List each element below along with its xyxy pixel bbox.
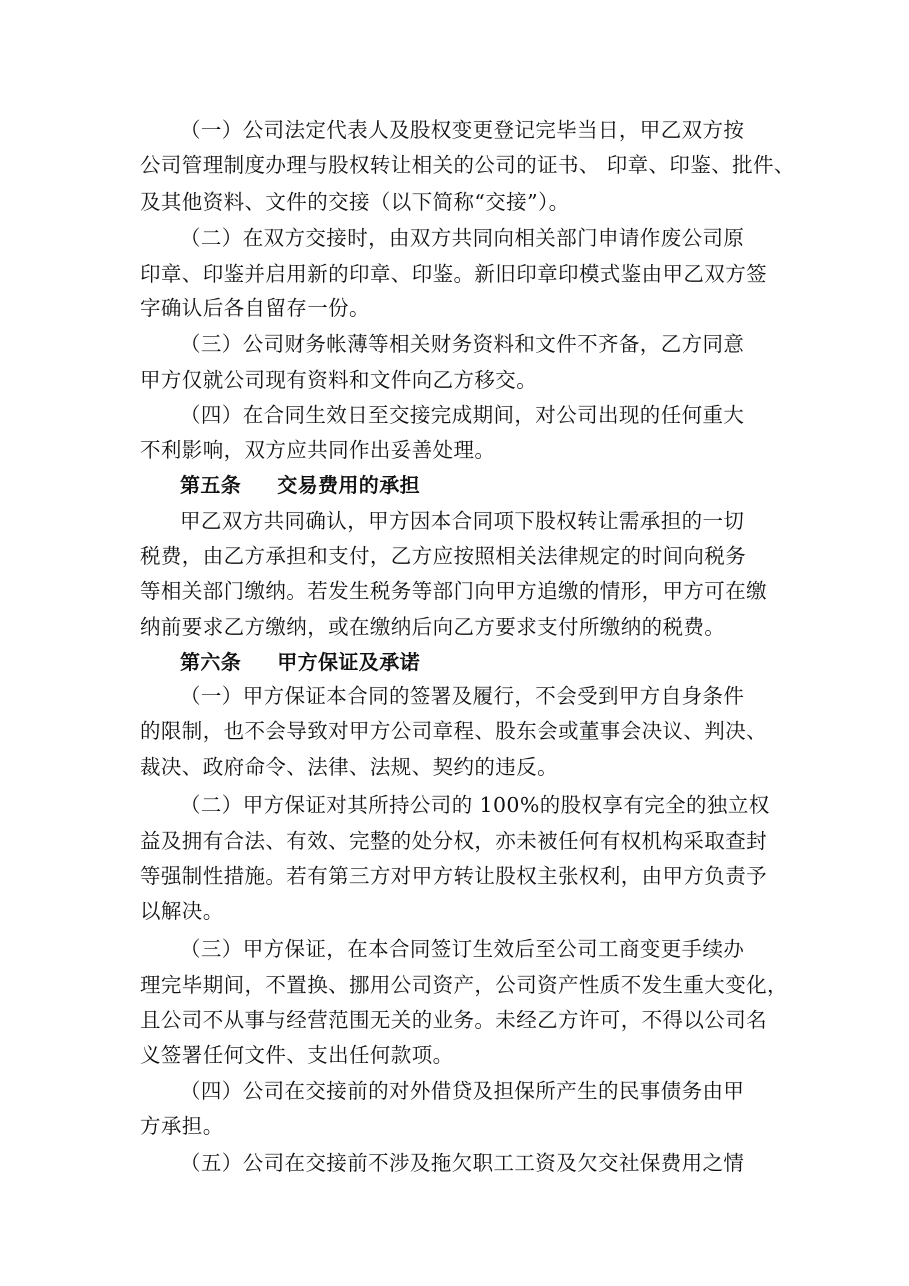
paragraph-line: 纳前要求乙方缴纳，或在缴纳后向乙方要求支付所缴纳的税费。 (140, 615, 726, 639)
paragraph-line: 义签署任何文件、支出任何款项。 (140, 1043, 454, 1067)
paragraph-line: 方承担。 (140, 1114, 224, 1138)
paragraph-line: （一）公司法定代表人及股权变更登记完毕当日，甲乙双方按 (180, 118, 745, 142)
paragraph-line: （一）甲方保证本合同的签署及履行，不会受到甲方自身条件 (180, 684, 745, 708)
paragraph-line: 字确认后各自留存一份。 (140, 296, 370, 320)
paragraph-line: （四）在合同生效日至交接完成期间，对公司出现的任何重大 (180, 403, 745, 427)
section-number: 第六条 (180, 650, 242, 674)
paragraph-line: 理完毕期间，不置换、挪用公司资产，公司资产性质不发生重大变化， (140, 973, 788, 997)
paragraph-line: 的限制，也不会导致对甲方公司章程、股东会或董事会决议、判决、 (140, 719, 767, 743)
paragraph-line: 以解决。 (140, 899, 224, 923)
paragraph-line: 税费，由乙方承担和支付，乙方应按照相关法律规定的时间向税务 (140, 544, 747, 568)
paragraph-line: （三）公司财务帐薄等相关财务资料和文件不齐备，乙方同意 (180, 332, 745, 356)
paragraph-line: 及其他资料、文件的交接（以下简称“交接”）。 (140, 190, 570, 214)
paragraph-line: 不利影响，双方应共同作出妥善处理。 (140, 438, 496, 462)
paragraph-line: 等强制性措施。若有第三方对甲方转让股权主张权利，由甲方负责予 (140, 864, 767, 888)
paragraph-line: 甲方仅就公司现有资料和文件向乙方移交。 (140, 368, 538, 392)
paragraph-line: （五）公司在交接前不涉及拖欠职工工资及欠交社保费用之情 (180, 1151, 745, 1175)
paragraph-line: （二）在双方交接时，由双方共同向相关部门申请作废公司原 (180, 226, 745, 250)
paragraph-line: 印章、印鉴并启用新的印章、印鉴。新旧印章印模式鉴由甲乙双方签 (140, 262, 767, 286)
section-title: 交易费用的承担 (277, 473, 421, 497)
paragraph-line: 裁决、政府命令、法律、法规、契约的违反。 (140, 755, 558, 779)
section-number: 第五条 (180, 473, 242, 497)
paragraph-line: 且公司不从事与经营范围无关的业务。未经乙方许可，不得以公司名 (140, 1008, 767, 1032)
paragraph-line: （二）甲方保证对其所持公司的 100%的股权享有完全的独立权 (180, 793, 770, 817)
section-heading-5 (180, 473, 820, 497)
paragraph-line: （三）甲方保证，在本合同签订生效后至公司工商变更手续办 (180, 937, 745, 961)
paragraph-line: （四）公司在交接前的对外借贷及担保所产生的民事债务由甲 (180, 1079, 745, 1103)
paragraph-line: 等相关部门缴纳。若发生税务等部门向甲方追缴的情形，甲方可在缴 (140, 579, 767, 603)
paragraph-line: 公司管理制度办理与股权转让相关的公司的证书、 印章、印鉴、批件、 (140, 153, 795, 177)
paragraph-line: 益及拥有合法、有效、完整的处分权，亦未被任何有权机构采取查封 (140, 829, 767, 853)
paragraph-line: 甲乙双方共同确认，甲方因本合同项下股权转让需承担的一切 (180, 509, 745, 533)
section-title: 甲方保证及承诺 (277, 650, 421, 674)
section-heading-6 (180, 650, 820, 674)
